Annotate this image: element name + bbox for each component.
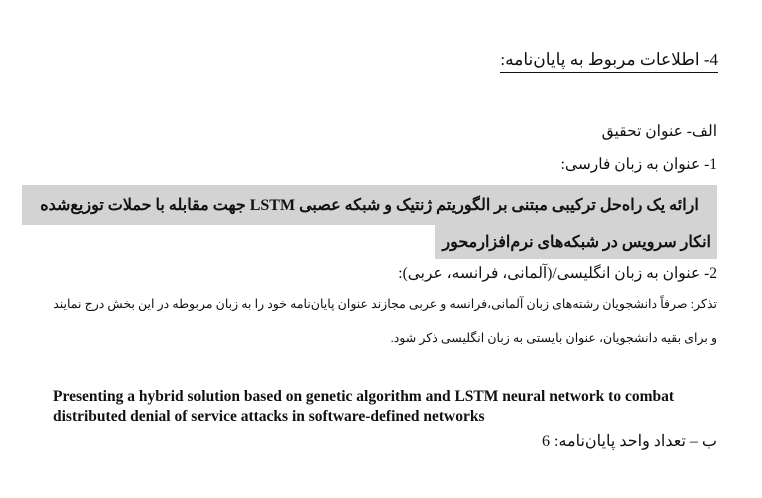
persian-title-label: 1- عنوان به زبان فارسی: — [560, 156, 717, 173]
note-line-1: تذکر: صرفاً دانشجویان رشته‌های زبان آلمانی،فرانسه و عربی مجازند عنوان پایان‌نامه خود را به زبان مربوطه در این بخش درج نمایند — [53, 297, 717, 311]
thesis-units: ب – تعداد واحد پایان‌نامه: 6 — [542, 433, 717, 450]
research-title-label: الف- عنوان تحقیق — [601, 123, 717, 140]
english-title-label: 2- عنوان به زبان انگلیسی/(آلمانی، فرانسه، عربی): — [398, 265, 717, 282]
persian-title-line-2: انکار سرویس در شبکه‌های نرم‌افزارمحور — [435, 225, 717, 259]
section-heading: 4- اطلاعات مربوط به پایان‌نامه: — [500, 50, 718, 73]
english-title: Presenting a hybrid solution based on genetic algorithm and LSTM neural network to combat distributed denial of service attacks in software-defined networks — [53, 388, 675, 425]
note-line-2: و برای بقیه دانشجویان، عنوان بایستی به زبان انگلیسی ذکر شود. — [390, 331, 717, 345]
persian-title-line-1: ارائه یک راه‌حل ترکیبی مبتنی بر الگوریتم ژنتیک و شبکه عصبی LSTM جهت مقابله با حملات توزیع‌شده — [22, 185, 717, 225]
